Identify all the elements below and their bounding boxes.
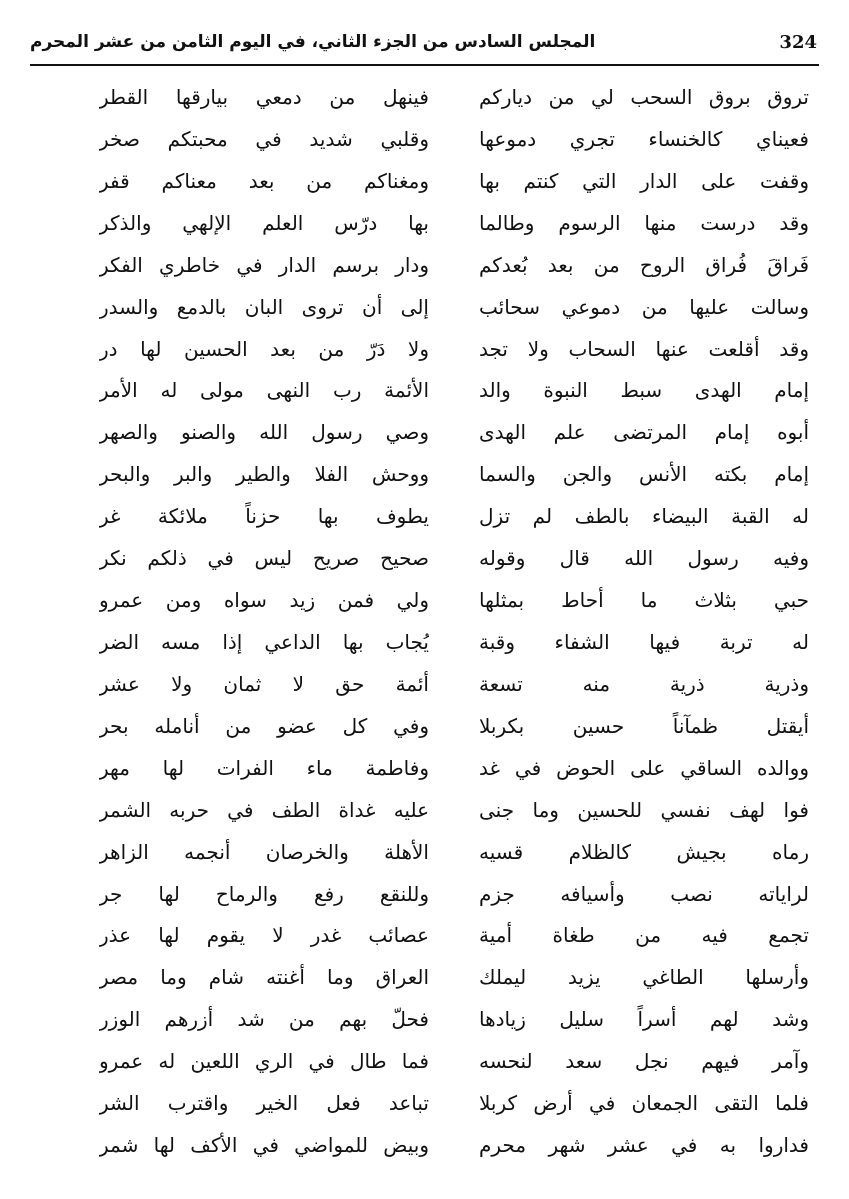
verse-second-hemistich: تباعد فعل الخير واقترب الشر	[99, 1091, 429, 1116]
verse-second-hemistich: ودار برسم الدار في خاطري الفكر	[99, 252, 429, 277]
verse-second-hemistich: وبيض للمواضي في الأكف لها شمر	[99, 1133, 429, 1158]
verse-first-hemistich: وآمر فيهم نجل سعد لنحسه	[479, 1049, 809, 1074]
verse-second-hemistich: عصائب غدر لا يقوم لها عذر	[99, 923, 429, 948]
verse-second-hemistich: يُجاب بها الداعي إذا مسه الضر	[99, 629, 429, 654]
verse-second-hemistich: وفاطمة ماء الفرات لها مهر	[99, 755, 429, 780]
verse-second-hemistich: الأهلة والخرصان أنجمه الزاهر	[99, 839, 429, 864]
verse-first-hemistich: إمام الهدى سبط النبوة والد	[479, 378, 809, 403]
verse-first-hemistich: ووالده الساقي على الحوض في غد	[479, 755, 809, 780]
verse-second-hemistich: فحلّ بهم من شد أزرهم الوزر	[99, 1007, 429, 1032]
verse-first-hemistich: رماه بجيش كالظلام قسيه	[479, 839, 809, 864]
verse-first-hemistich: وقد درست منها الرسوم وطالما	[479, 210, 809, 235]
verse-first-hemistich: فوا لهف نفسي للحسين وما جنى	[479, 797, 809, 822]
verse-first-hemistich: حبي بثلاث ما أحاط بمثلها	[479, 588, 809, 613]
verse-second-hemistich: بها درّس العلم الإلهي والذكر	[99, 210, 429, 235]
verse-first-hemistich: وسالت عليها من دموعي سحائب	[479, 294, 809, 319]
verse-second-hemistich: وصي رسول الله والصنو والصهر	[99, 420, 429, 445]
verse-first-hemistich: فَراقَ فُراق الروح من بعد بُعدكم	[479, 252, 809, 277]
verse-first-hemistich: وأرسلها الطاغي يزيد ليملك	[479, 965, 809, 990]
verse-first-hemistich: وقد أقلعت عنها السحاب ولا تجد	[479, 336, 809, 361]
verse-first-hemistich: فداروا به في عشر شهر محرم	[479, 1133, 809, 1158]
verse-first-hemistich: له تربة فيها الشفاء وقبة	[479, 629, 809, 654]
verse-first-hemistich: وذرية ذرية منه تسعة	[479, 671, 809, 696]
verse-second-hemistich: ولي فمن زيد سواه ومن عمرو	[99, 588, 429, 613]
verse-first-hemistich: تروق بروق السحب لي من دياركم	[479, 85, 809, 109]
verse-first-hemistich: لراياته نصب وأسيافه جزم	[479, 881, 809, 906]
verse-second-hemistich: فينهل من دمعي بيارقها القطر	[99, 85, 429, 109]
verse-second-hemistich: يطوف بها حزناً ملائكة غر	[99, 504, 429, 529]
verse-first-hemistich: له القبة البيضاء بالطف لم تزل	[479, 504, 809, 529]
verse-second-hemistich: ولا دَرّ من بعد الحسين لها در	[99, 336, 429, 361]
verse-first-hemistich: أيقتل ظمآناً حسين بكربلا	[479, 713, 809, 738]
verse-second-hemistich: ووحش الفلا والطير والبر والبحر	[99, 462, 429, 487]
verse-second-hemistich: وقلبي شديد في محبتكم صخر	[99, 126, 429, 151]
verse-first-hemistich: أبوه إمام المرتضى علم الهدى	[479, 420, 809, 445]
verse-first-hemistich: تجمع فيه من طغاة أمية	[479, 923, 809, 948]
verse-second-hemistich: إلى أن تروى البان بالدمع والسدر	[99, 294, 429, 319]
verse-first-hemistich: إمام بكته الأنس والجن والسما	[479, 462, 809, 487]
verse-second-hemistich: وللنقع رفع والرماح لها جر	[99, 881, 429, 906]
verse-second-hemistich: الأئمة رب النهى مولى له الأمر	[99, 378, 429, 403]
verse-first-hemistich: وشد لهم أسراً سليل زيادها	[479, 1007, 809, 1032]
verse-first-hemistich: فلما التقى الجمعان في أرض كربلا	[479, 1091, 809, 1116]
verse-second-hemistich: العراق وما أغنته شام وما مصر	[99, 965, 429, 990]
page-number: 324	[779, 32, 817, 53]
verse-first-hemistich: وفيه رسول الله قال وقوله	[479, 546, 809, 571]
running-title: المجلس السادس من الجزء الثاني، في اليوم الثامن من عشر المحرم	[30, 32, 596, 52]
verse-second-hemistich: عليه غداة الطف في حربه الشمر	[99, 797, 429, 822]
verse-second-hemistich: ومغناكم من بعد معناكم قفر	[99, 168, 429, 193]
verse-second-hemistich: فما طال في الري اللعين له عمرو	[99, 1049, 429, 1074]
verse-second-hemistich: صحيح صريح ليس في ذلكم نكر	[99, 546, 429, 571]
verse-second-hemistich: وفي كل عضو من أنامله بحر	[99, 713, 429, 738]
verse-first-hemistich: فعيناي كالخنساء تجري دموعها	[479, 126, 809, 151]
page-header	[30, 30, 819, 66]
verse-second-hemistich: أئمة حق لا ثمان ولا عشر	[99, 671, 429, 696]
verse-first-hemistich: وقفت على الدار التي كنتم بها	[479, 168, 809, 193]
poem-body	[62, 78, 809, 1168]
